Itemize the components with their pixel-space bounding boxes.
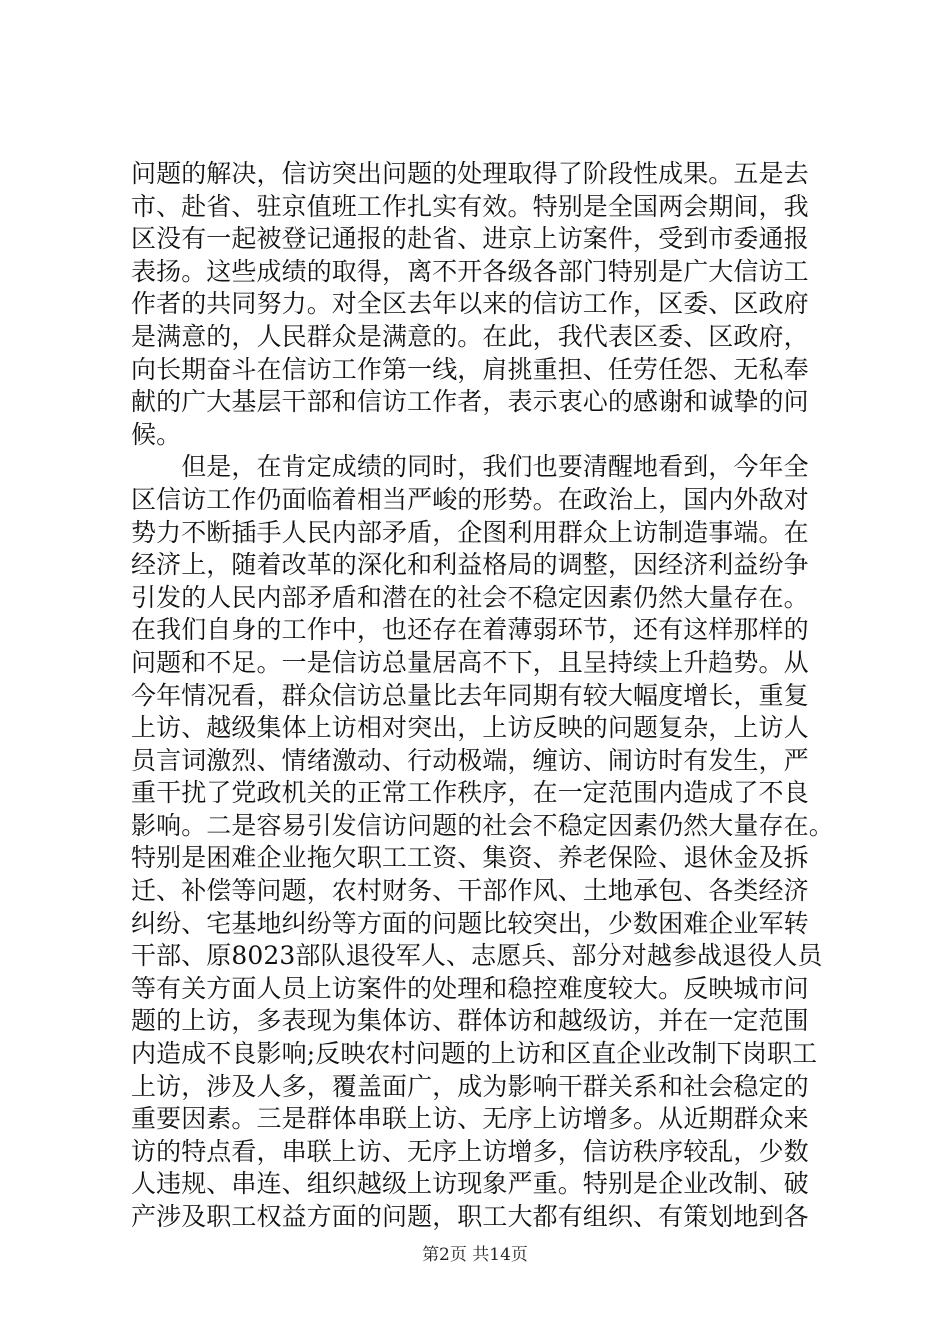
text-line: 等有关方面人员上访案件的处理和稳控难度较大。反映城市问 bbox=[131, 973, 809, 1003]
text-line: 在我们自身的工作中，也还存在着薄弱环节，还有这样那样的 bbox=[131, 615, 809, 645]
text-line: 上访，涉及人多，覆盖面广，成为影响干群关系和社会稳定的 bbox=[131, 1071, 809, 1101]
text-line: 题的上访，多表现为集体访、群体访和越级访，并在一定范围 bbox=[131, 1006, 809, 1036]
text-line: 问题和不足。一是信访总量居高不下，且呈持续上升趋势。从 bbox=[131, 647, 809, 677]
text-line: 经济上，随着改革的深化和利益格局的调整，因经济利益纷争 bbox=[131, 550, 809, 580]
text-line: 区信访工作仍面临着相当严峻的形势。在政治上，国内外敌对 bbox=[131, 484, 809, 514]
text-line: 上访、越级集体上访相对突出，上访反映的问题复杂，上访人 bbox=[131, 713, 809, 743]
text-line: 是满意的，人民群众是满意的。在此，我代表区委、区政府， bbox=[131, 321, 809, 351]
text-line: 引发的人民内部矛盾和潜在的社会不稳定因素仍然大量存在。 bbox=[131, 582, 809, 612]
text-line: 区没有一起被登记通报的赴省、进京上访案件，受到市委通报 bbox=[131, 224, 809, 254]
page-number-footer: 第2页 共14页 bbox=[422, 1245, 528, 1265]
text-line: 市、赴省、驻京值班工作扎实有效。特别是全国两会期间，我 bbox=[131, 191, 809, 221]
text-line: 干部、原8023部队退役军人、志愿兵、部分对越参战退役人员 bbox=[131, 941, 823, 971]
text-line: 人违规、串连、组织越级上访现象严重。特别是企业改制、破 bbox=[131, 1169, 809, 1199]
body-text bbox=[131, 158, 843, 1234]
text-line: 重干扰了党政机关的正常工作秩序，在一定范围内造成了不良 bbox=[131, 778, 809, 808]
text-line: 但是，在肯定成绩的同时，我们也要清醒地看到，今年全 bbox=[131, 452, 809, 482]
text-line: 表扬。这些成绩的取得，离不开各级各部门特别是广大信访工 bbox=[131, 256, 809, 286]
text-line: 特别是困难企业拖欠职工工资、集资、养老保险、退休金及拆 bbox=[131, 843, 809, 873]
text-line: 影响。二是容易引发信访问题的社会不稳定因素仍然大量存在。 bbox=[131, 810, 834, 840]
text-line: 献的广大基层干部和信访工作者，表示衷心的感谢和诚挚的问 bbox=[131, 387, 809, 417]
text-line: 势力不断插手人民内部矛盾，企图利用群众上访制造事端。在 bbox=[131, 517, 809, 547]
text-line: 问题的解决，信访突出问题的处理取得了阶段性成果。五是去 bbox=[131, 159, 809, 188]
text-line: 纠纷、宅基地纠纷等方面的问题比较突出，少数困难企业军转 bbox=[131, 908, 809, 938]
text-line: 员言词激烈、情绪激动、行动极端，缠访、闹访时有发生，严 bbox=[131, 745, 809, 775]
text-line: 产涉及职工权益方面的问题，职工大都有组织、有策划地到各 bbox=[131, 1202, 809, 1231]
text-line: 重要因素。三是群体串联上访、无序上访增多。从近期群众来 bbox=[131, 1104, 809, 1134]
text-line: 候。 bbox=[131, 419, 182, 449]
text-line: 向长期奋斗在信访工作第一线，肩挑重担、任劳任怨、无私奉 bbox=[131, 354, 809, 384]
text-line: 今年情况看，群众信访总量比去年同期有较大幅度增长，重复 bbox=[131, 680, 809, 710]
text-line: 作者的共同努力。对全区去年以来的信访工作，区委、区政府 bbox=[131, 289, 809, 319]
text-line: 访的特点看，串联上访、无序上访增多，信访秩序较乱，少数 bbox=[131, 1136, 809, 1166]
text-line: 迁、补偿等问题，农村财务、干部作风、土地承包、各类经济 bbox=[131, 876, 809, 906]
text-line: 内造成不良影响;反映农村问题的上访和区直企业改制下岗职工 bbox=[131, 1039, 818, 1069]
